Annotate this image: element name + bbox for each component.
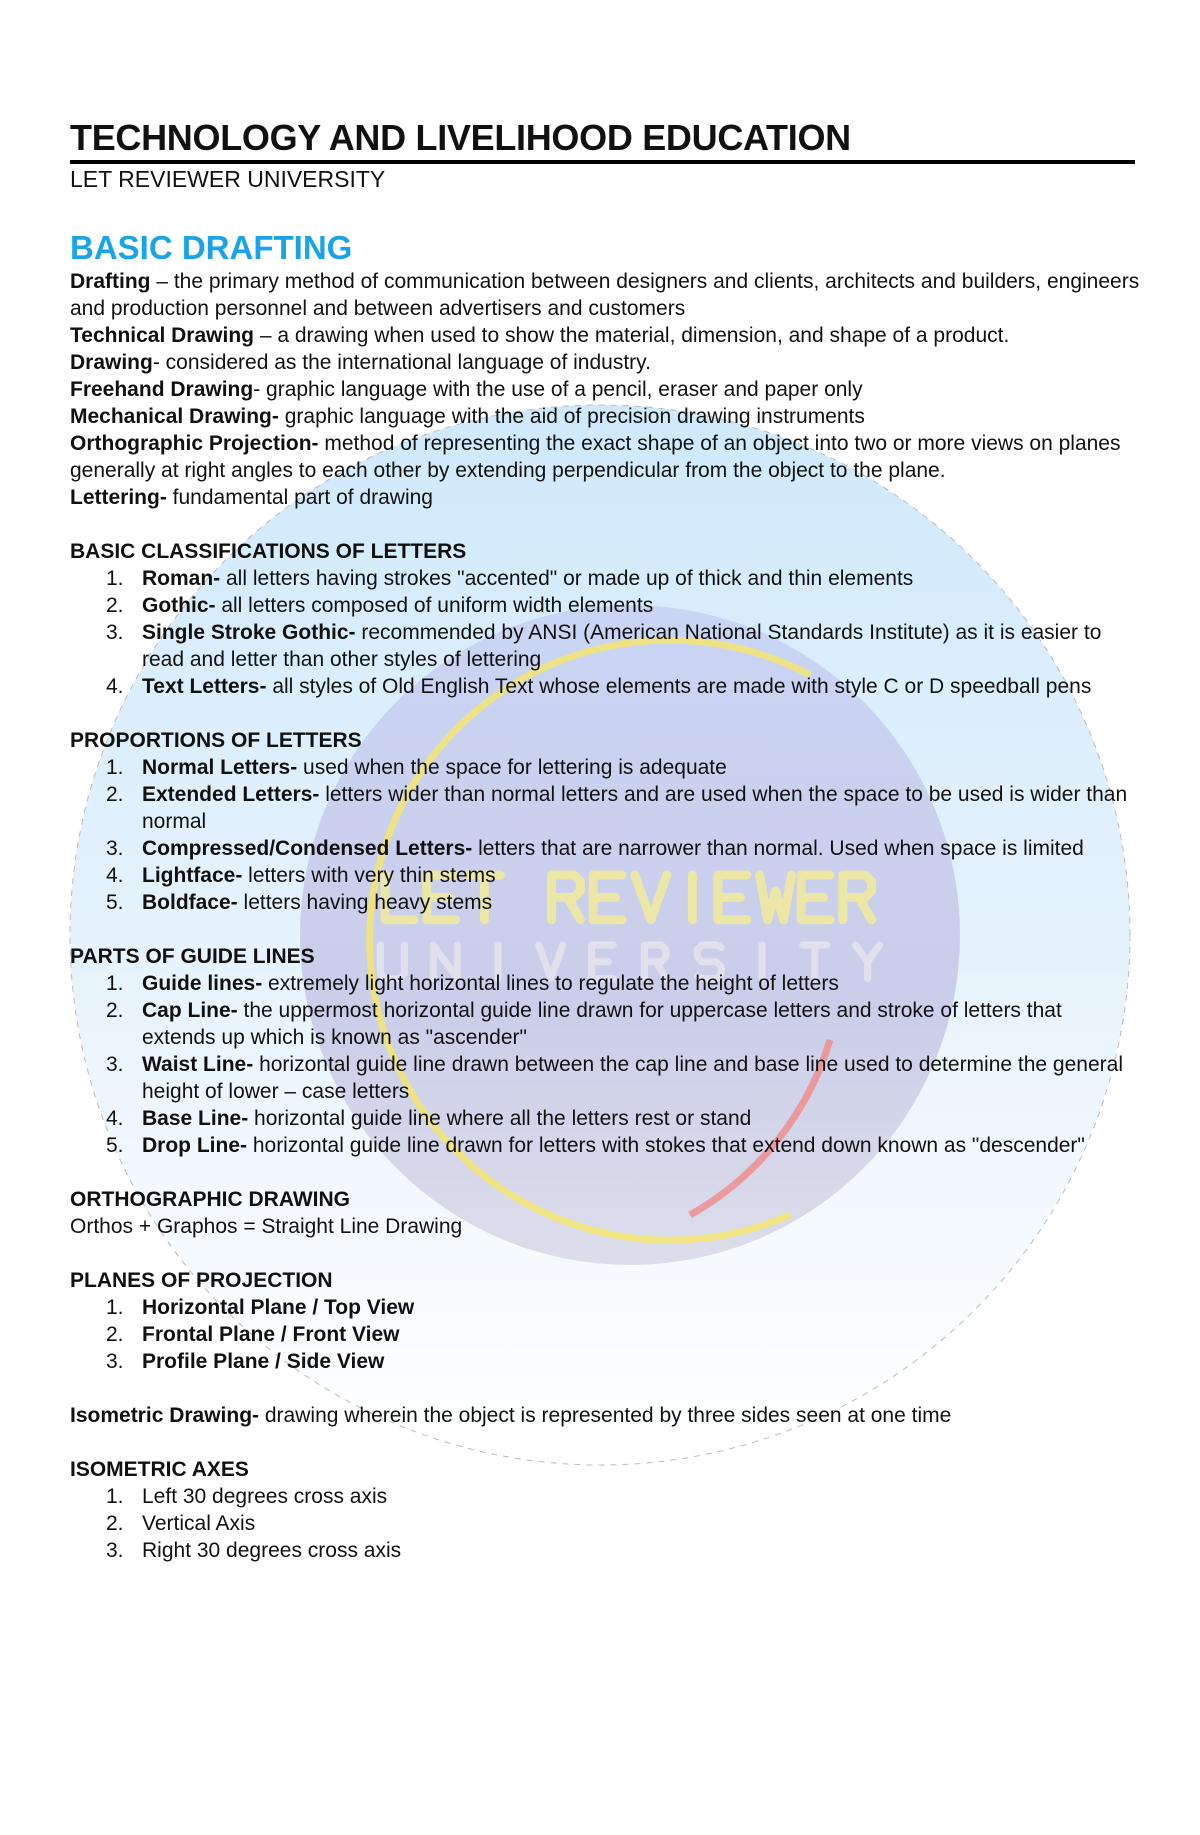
item-text: the uppermost horizontal guide line drawn for uppercase letters and stroke of letters that extends up which is known as "ascender": [142, 999, 1062, 1049]
list-number: 3.: [106, 1053, 124, 1076]
item-term: Waist Line-: [142, 1053, 254, 1076]
item-text: letters that are narrower than normal. Used when space is limited: [472, 837, 1084, 860]
definition: [70, 403, 1140, 430]
list-number: 2.: [106, 999, 124, 1022]
item-term: Roman-: [142, 567, 221, 590]
list-number: 5.: [106, 891, 124, 914]
item-term: Cap Line-: [142, 999, 238, 1022]
document: [70, 118, 1140, 1564]
axis-item: [70, 1537, 1140, 1564]
proportion-item: [70, 862, 1140, 889]
list-number: 1.: [106, 756, 124, 779]
item-term: Drop Line-: [142, 1134, 247, 1157]
definition-term: Orthographic Projection-: [70, 432, 319, 455]
item-term: Normal Letters-: [142, 756, 298, 779]
definition: [70, 430, 1140, 484]
item-term: Gothic-: [142, 594, 216, 617]
item-text: all letters having strokes "accented" or made up of thick and thin elements: [220, 567, 914, 590]
document-subtitle: LET REVIEWER UNIVERSITY: [70, 166, 386, 192]
item-text: Right 30 degrees cross axis: [142, 1539, 402, 1562]
document-title: TECHNOLOGY AND LIVELIHOOD EDUCATION: [70, 117, 851, 158]
definition-term: Freehand Drawing: [70, 378, 254, 401]
item-text: horizontal guide line drawn for letters with stokes that extend down known as "descender": [247, 1134, 1085, 1157]
ortho-heading: ORTHOGRAPHIC DRAWING: [70, 1188, 350, 1211]
list-number: 2.: [106, 1512, 124, 1535]
item-term: Frontal Plane / Front View: [142, 1323, 400, 1346]
list-number: 2.: [106, 594, 124, 617]
proportion-item: [70, 889, 1140, 916]
item-text: horizontal guide line where all the letters rest or stand: [248, 1107, 752, 1130]
item-term: Single Stroke Gothic-: [142, 621, 356, 644]
guideline-item: [70, 1132, 1140, 1159]
section-title: BASIC DRAFTING: [70, 229, 353, 266]
item-term: Extended Letters-: [142, 783, 320, 806]
definition: [70, 322, 1140, 349]
definition-term: Drawing: [70, 351, 153, 374]
guidelines-heading: PARTS OF GUIDE LINES: [70, 945, 315, 968]
item-text: all styles of Old English Text whose elements are made with style C or D speedball pens: [266, 675, 1092, 698]
definition-text: method of representing the exact shape of an object into two or more views on planes generally at right angles to each other by extending perpendicular from the object to the plane.: [70, 432, 1121, 482]
list-number: 1.: [106, 972, 124, 995]
list-number: 5.: [106, 1134, 124, 1157]
item-text: recommended by ANSI (American National Standards Institute) as it is easier to read and letter than other styles of lettering: [142, 621, 1102, 671]
list-number: 3.: [106, 1539, 124, 1562]
isometric-text: drawing wherein the object is represented by three sides seen at one time: [259, 1404, 952, 1427]
definition-text: graphic language with the aid of precision drawing instruments: [278, 405, 865, 428]
definition-term: Drafting: [70, 270, 151, 293]
planes-heading: PLANES OF PROJECTION: [70, 1269, 333, 1292]
list-number: 1.: [106, 567, 124, 590]
guideline-item: [70, 1105, 1140, 1132]
ortho-text: Orthos + Graphos = Straight Line Drawing: [70, 1215, 463, 1238]
classifications-heading: BASIC CLASSIFICATIONS OF LETTERS: [70, 540, 467, 563]
definition-term: Mechanical Drawing-: [70, 405, 279, 428]
list-number: 4.: [106, 1107, 124, 1130]
classification-item: [70, 592, 1140, 619]
classifications-list: [70, 565, 1140, 700]
item-text: all letters composed of uniform width elements: [215, 594, 654, 617]
item-text: used when the space for lettering is adequate: [297, 756, 727, 779]
list-number: 3.: [106, 621, 124, 644]
definition-text: fundamental part of drawing: [166, 486, 433, 509]
list-number: 3.: [106, 1350, 124, 1373]
item-text: Left 30 degrees cross axis: [142, 1485, 388, 1508]
planes-list: [70, 1294, 1140, 1375]
item-term: Guide lines-: [142, 972, 263, 995]
definition-term: Technical Drawing: [70, 324, 254, 347]
classification-item: [70, 565, 1140, 592]
definition-text: – a drawing when used to show the material, dimension, and shape of a product.: [254, 324, 1010, 347]
classification-item: [70, 673, 1140, 700]
definitions: [70, 268, 1140, 511]
plane-item: [70, 1294, 1140, 1321]
list-number: 3.: [106, 837, 124, 860]
proportion-item: [70, 754, 1140, 781]
item-term: Text Letters-: [142, 675, 267, 698]
definition-text: – the primary method of communication between designers and clients, architects and builders, engineers and production personnel and between advertisers and customers: [70, 270, 1140, 320]
plane-item: [70, 1348, 1140, 1375]
axis-item: [70, 1483, 1140, 1510]
definition-term: Lettering-: [70, 486, 167, 509]
list-number: 4.: [106, 675, 124, 698]
proportions-list: [70, 754, 1140, 916]
guidelines-list: [70, 970, 1140, 1159]
item-text: letters wider than normal letters and are used when the space to be used is wider than normal: [142, 783, 1128, 833]
proportions-heading: PROPORTIONS OF LETTERS: [70, 729, 362, 752]
list-number: 2.: [106, 783, 124, 806]
item-text: horizontal guide line drawn between the cap line and base line used to determine the general height of lower – case letters: [142, 1053, 1123, 1103]
definition: [70, 376, 1140, 403]
item-text: extremely light horizontal lines to regulate the height of letters: [262, 972, 839, 995]
classification-item: [70, 619, 1140, 673]
item-term: Profile Plane / Side View: [142, 1350, 385, 1373]
definition-text: - graphic language with the use of a pencil, eraser and paper only: [253, 378, 863, 401]
axes-heading: ISOMETRIC AXES: [70, 1458, 249, 1481]
item-text: letters having heavy stems: [237, 891, 493, 914]
axis-item: [70, 1510, 1140, 1537]
list-number: 4.: [106, 864, 124, 887]
definition: [70, 268, 1140, 322]
proportion-item: [70, 781, 1140, 835]
item-term: Boldface-: [142, 891, 238, 914]
definition-text: - considered as the international language of industry.: [152, 351, 651, 374]
proportion-item: [70, 835, 1140, 862]
item-term: Horizontal Plane / Top View: [142, 1296, 415, 1319]
list-number: 1.: [106, 1296, 124, 1319]
list-number: 1.: [106, 1485, 124, 1508]
item-term: Lightface-: [142, 864, 243, 887]
isometric-term: Isometric Drawing-: [70, 1404, 260, 1427]
item-term: Base Line-: [142, 1107, 249, 1130]
plane-item: [70, 1321, 1140, 1348]
guideline-item: [70, 1051, 1140, 1105]
list-number: 2.: [106, 1323, 124, 1346]
guideline-item: [70, 970, 1140, 997]
item-text: letters with very thin stems: [242, 864, 496, 887]
definition: [70, 484, 1140, 511]
definition: [70, 349, 1140, 376]
guideline-item: [70, 997, 1140, 1051]
item-term: Compressed/Condensed Letters-: [142, 837, 473, 860]
isometric-definition: [70, 1402, 1140, 1429]
item-text: Vertical Axis: [142, 1512, 256, 1535]
axes-list: [70, 1483, 1140, 1564]
